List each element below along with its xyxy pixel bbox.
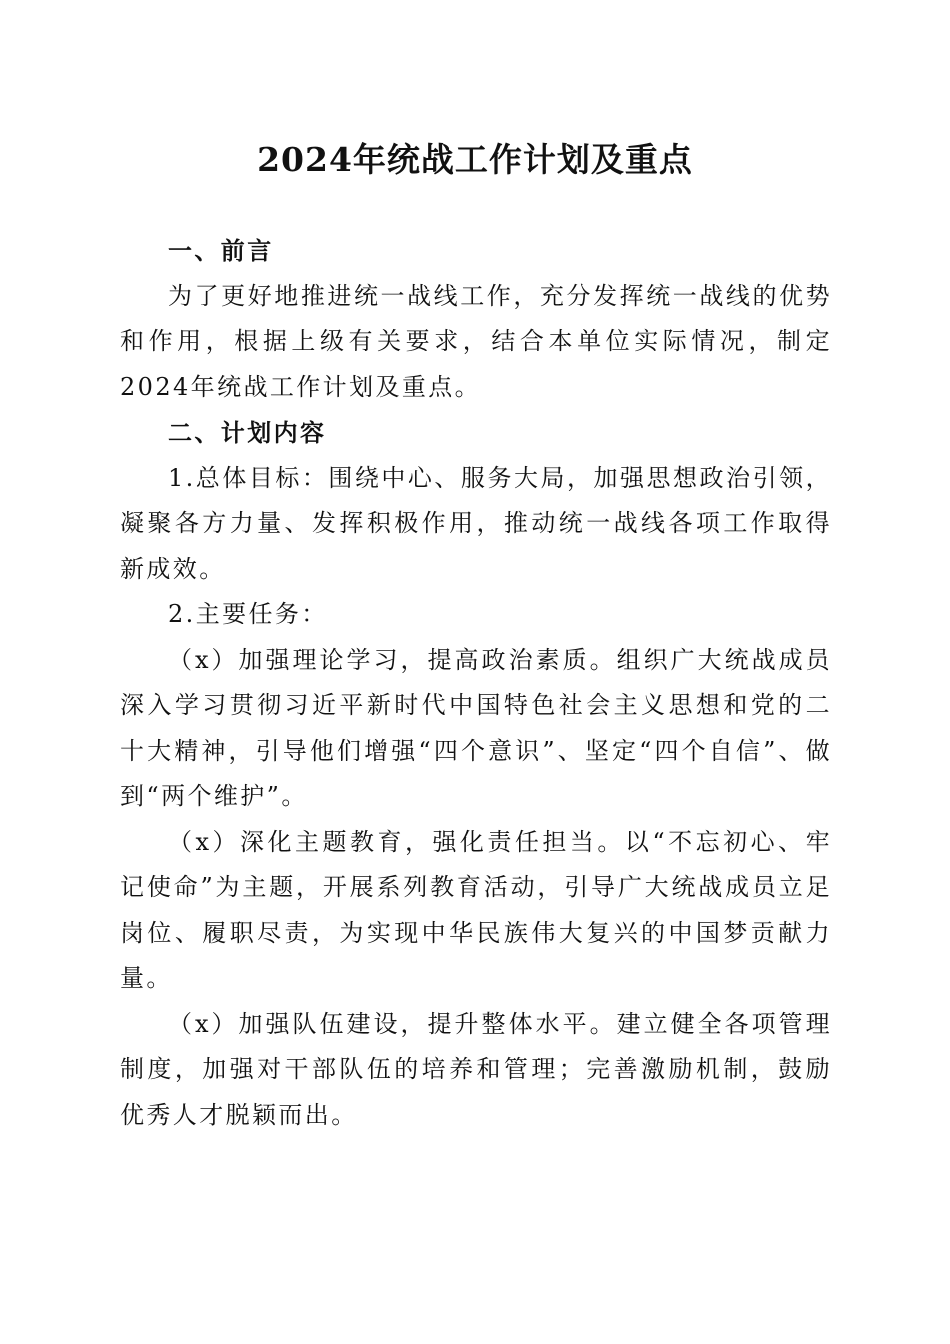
- task-paragraph: （x）加强队伍建设，提升整体水平。建立健全各项管理制度，加强对干部队伍的培养和管理；完善激励机制，鼓励优秀人才脱颖而出。: [120, 1009, 832, 1129]
- section-heading-preface: 一、前言: [168, 236, 274, 265]
- document-title: 2024年统战工作计划及重点: [257, 140, 693, 179]
- section-heading-plan-content: 二、计划内容: [168, 418, 327, 447]
- task-paragraph: （x）深化主题教育，强化责任担当。以“不忘初心、牢记使命”为主题，开展系列教育活动，引导广大统战成员立足岗位、履职尽责，为实现中华民族伟大复兴的中国梦贡献力量。: [120, 827, 832, 992]
- overall-goal-paragraph: 1.总体目标：围绕中心、服务大局，加强思想政治引领，凝聚各方力量、发挥积极作用，推动统一战线各项工作取得新成效。: [120, 463, 832, 583]
- task-paragraph: （x）加强理论学习，提高政治素质。组织广大统战成员深入学习贯彻习近平新时代中国特色社会主义思想和党的二十大精神，引导他们增强“四个意识”、坚定“四个自信”、做到“两个维护”。: [120, 645, 832, 810]
- preface-paragraph: 为了更好地推进统一战线工作，充分发挥统一战线的优势和作用，根据上级有关要求，结合本单位实际情况，制定2024年统战工作计划及重点。: [120, 281, 832, 401]
- document-body: [120, 228, 832, 1138]
- main-tasks-label: 2.主要任务：: [168, 600, 328, 628]
